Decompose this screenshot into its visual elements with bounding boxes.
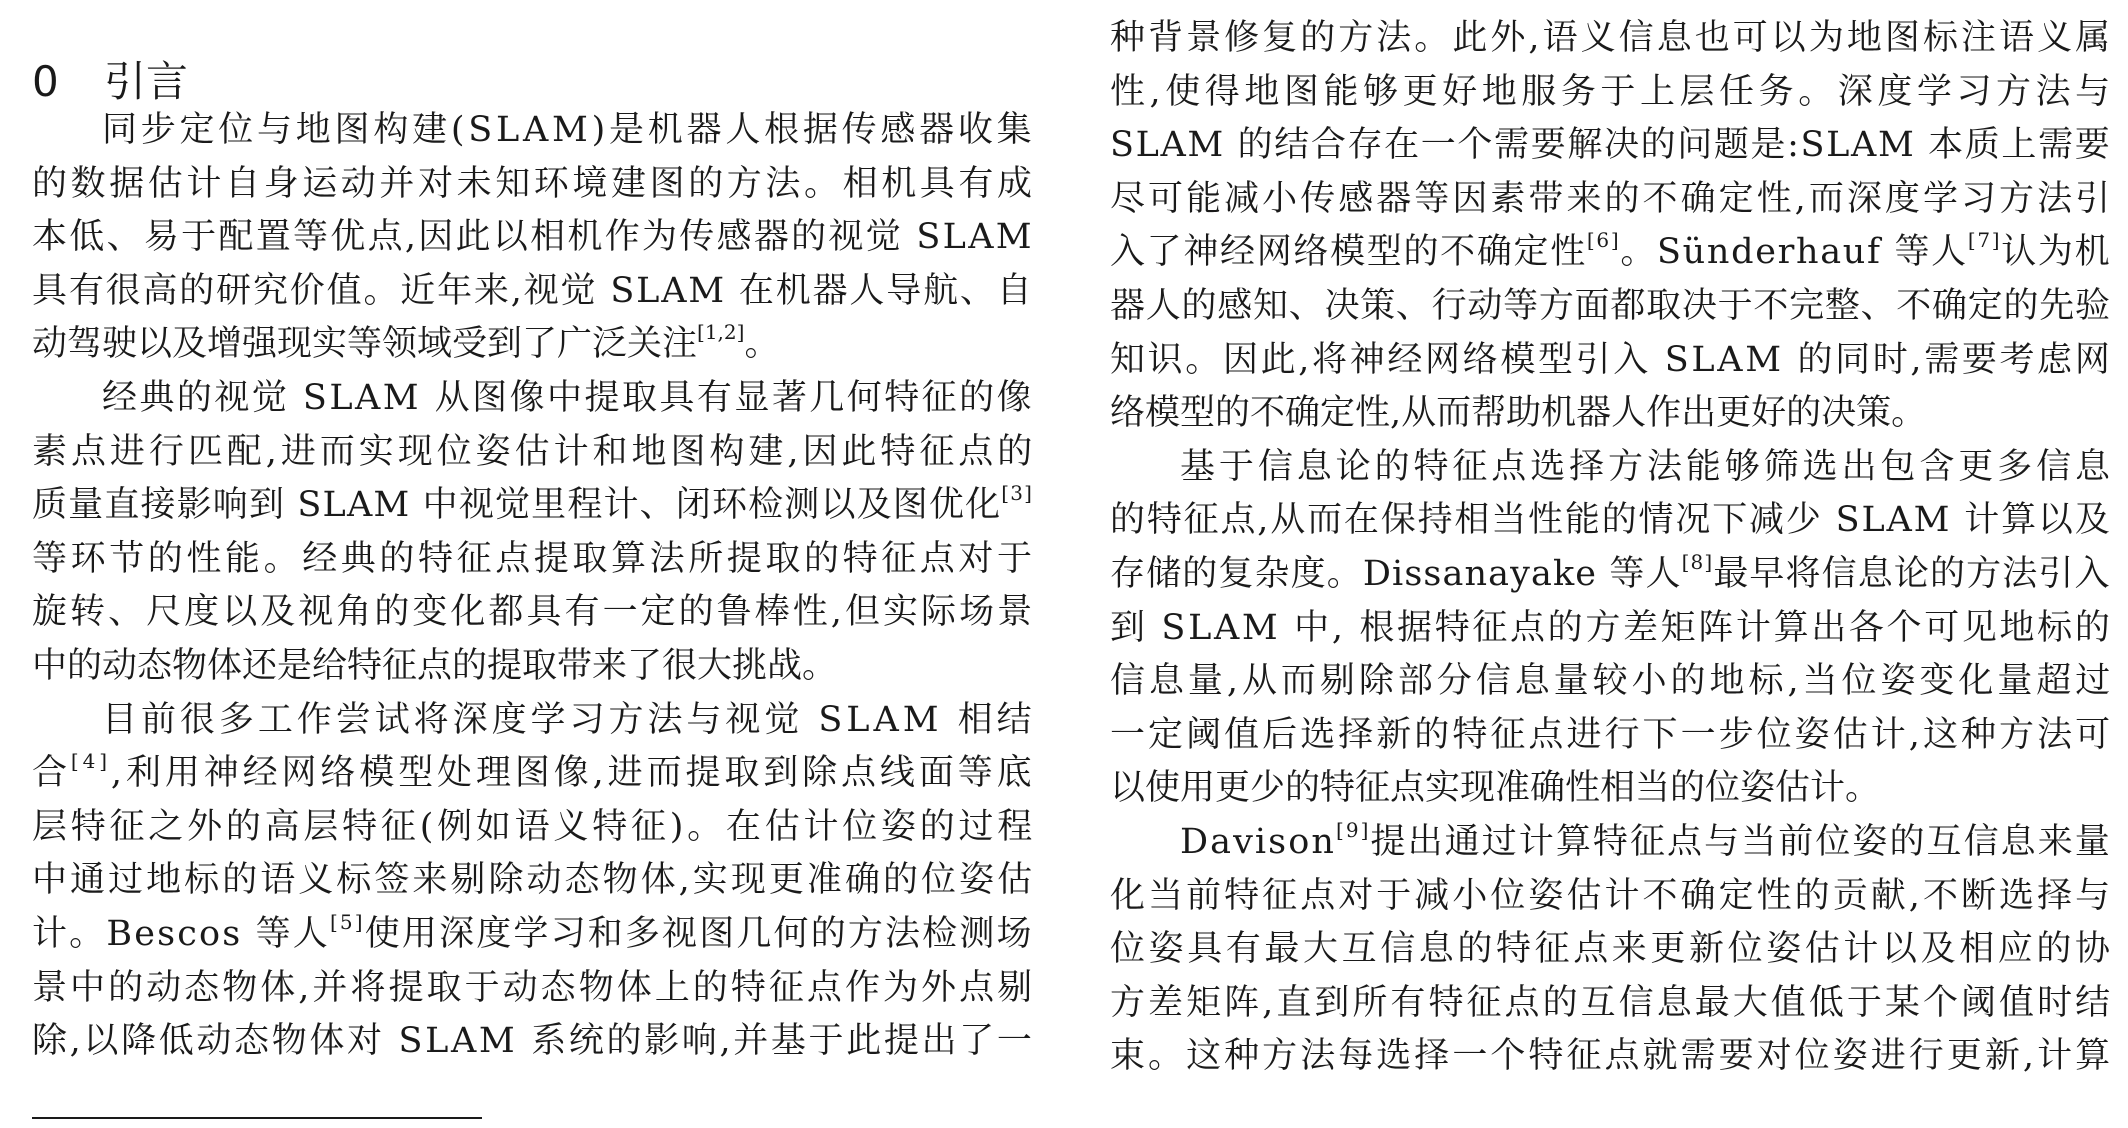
text-line (32, 478, 1033, 532)
line-text-tail: 。Sünderhauf 等人 (1620, 232, 1968, 273)
section-number: 0 (32, 57, 59, 106)
text-line (1110, 11, 2113, 65)
line-text: 入了神经网络模型的不确定性 (1110, 232, 1587, 273)
citation-ref: [6] (1586, 228, 1621, 253)
text-line (32, 264, 1034, 318)
text-line (32, 639, 837, 693)
text-line (32, 907, 1034, 961)
line-text: 计。Bescos 等人 (32, 914, 330, 954)
text-line (102, 371, 1034, 425)
text-line (102, 693, 1036, 747)
text-line (32, 1014, 1035, 1068)
text-line (32, 532, 1036, 586)
line-text: 中通过地标的语义标签来剔除动态物体,实现更准确的位姿估 (32, 860, 1036, 901)
line-text: 的数据估计自身运动并对未知环境建图的方法。相机具有成 (32, 163, 1036, 204)
text-line (32, 317, 779, 371)
line-text: 目前很多工作尝试将深度学习方法与视觉 SLAM 相结 (102, 699, 1036, 740)
citation-ref: [1,2] (697, 320, 745, 345)
text-line (1110, 333, 2113, 387)
line-text: SLAM 的结合存在一个需要解决的问题是:SLAM 本质上需要 (1110, 125, 2112, 166)
line-text: 一定阈值后选择新的特征点进行下一步位姿估计,这种方法可 (1110, 714, 2114, 755)
line-text: 种背景修复的方法。此外,语义信息也可以为地图标注语义属 (1110, 18, 2114, 58)
text-line (1110, 386, 1926, 440)
citation-ref: [4] (70, 749, 111, 774)
citation-ref: [9] (1335, 818, 1371, 842)
line-text: 尽可能减小传感器等因素带来的不确定性,而深度学习方法引 (1110, 178, 2114, 219)
line-text: 素点进行匹配,进而实现位姿估计和地图构建,因此特征点的 (32, 431, 1037, 472)
text-line (1110, 225, 2111, 279)
text-line (102, 103, 1035, 157)
text-line (32, 585, 1035, 639)
line-text: 合 (32, 753, 71, 794)
text-line (1180, 815, 2112, 869)
line-text: 信息量,从而剔除部分信息量较小的地标,当位姿变化量超过 (1110, 661, 2115, 702)
text-line (1110, 279, 2111, 333)
text-line (1110, 654, 2114, 708)
text-line (32, 800, 1036, 854)
line-text: 以使用更少的特征点实现准确性相当的位姿估计。 (1110, 768, 1881, 809)
line-text: 中的动态物体还是给特征点的提取带来了很大挑战。 (32, 646, 838, 686)
line-text: 基于信息论的特征点选择方法能够筛选出包含更多信息 (1180, 446, 2114, 487)
line-text: 位姿具有最大互信息的特征点来更新位姿估计以及相应的协 (1110, 929, 2114, 970)
text-line (1110, 869, 2113, 923)
line-text: 质量直接影响到 SLAM 中视觉里程计、闭环检测以及图优化 (32, 485, 1002, 526)
text-line (1110, 493, 2112, 547)
text-line (1110, 761, 1880, 815)
line-text: 的特征点,从而在保持相当性能的情况下减少 SLAM 计算以及 (1110, 500, 2112, 541)
line-text: 具有很高的研究价值。近年来,视觉 SLAM 在机器人导航、自 (32, 270, 1034, 311)
text-line (32, 746, 1036, 800)
line-text: 经典的视觉 SLAM 从图像中提取具有显著几何特征的像 (102, 378, 1035, 418)
footnote-rule (32, 1117, 482, 1119)
line-text: 性,使得地图能够更好地服务于上层任务。深度学习方法与 (1110, 71, 2115, 112)
line-text: 存储的复杂度。Dissanayake 等人 (1110, 554, 1682, 594)
citation-ref: [8] (1681, 550, 1714, 574)
line-text: 器人的感知、决策、行动等方面都取决于不完整、不确定的先验 (1110, 286, 2111, 326)
text-line (1110, 118, 2111, 172)
text-line (32, 157, 1036, 211)
citation-ref: [7] (1967, 228, 2002, 253)
text-line (1110, 172, 2113, 226)
citation-ref: [3] (1001, 481, 1034, 506)
text-line (32, 425, 1036, 479)
line-text: 化当前特征点对于减小位姿估计不确定性的贡献,不断选择与 (1110, 875, 2114, 916)
text-line (1110, 708, 2113, 762)
line-text: 等环节的性能。经典的特征点提取算法所提取的特征点对于 (32, 538, 1036, 579)
line-text: 本低、易于配置等优点,因此以相机作为传感器的视觉 SLAM (32, 217, 1034, 258)
section-title: 引言 (104, 57, 189, 106)
text-line (32, 961, 1035, 1015)
text-line (1110, 65, 2115, 119)
line-text: 旋转、尺度以及视角的变化都具有一定的鲁棒性,但实际场景 (32, 592, 1036, 633)
line-text-tail: 使用深度学习和多视图几何的方法检测场 (364, 914, 1034, 954)
text-line (32, 210, 1034, 264)
line-text: 层特征之外的高层特征(例如语义特征)。在估计位姿的过程 (32, 806, 1037, 847)
citation-ref: [5] (329, 910, 365, 934)
line-text: 络模型的不确定性,从而帮助机器人作出更好的决策。 (1110, 393, 1927, 434)
line-text: 动驾驶以及增强现实等领域受到了广泛关注 (32, 324, 698, 365)
text-line (1110, 601, 2113, 655)
line-text-tail: 提出通过计算特征点与当前位姿的互信息来量 (1370, 822, 2112, 862)
text-line (1110, 547, 2111, 601)
line-text-tail: 认为机 (2001, 232, 2112, 273)
line-text: 同步定位与地图构建(SLAM)是机器人根据传感器收集 (102, 110, 1036, 150)
line-text-tail: 最早将信息论的方法引入 (1713, 554, 2111, 594)
text-line (1110, 976, 2113, 1030)
line-text: Davison (1180, 822, 1336, 862)
text-line (1180, 440, 2114, 494)
line-text: 除,以降低动态物体对 SLAM 系统的影响,并基于此提出了一 (32, 1021, 1035, 1062)
line-text: 方差矩阵,直到所有特征点的互信息最大值低于某个阈值时结 (1110, 982, 2114, 1023)
text-line (1110, 1029, 2113, 1083)
line-text-tail: 。 (744, 324, 780, 365)
text-line (1110, 922, 2114, 976)
line-text: 知识。因此,将神经网络模型引入 SLAM 的同时,需要考虑网 (1110, 339, 2113, 380)
line-text-tail: ,利用神经网络模型处理图像,进而提取到除点线面等底 (110, 753, 1036, 794)
line-text: 束。这种方法每选择一个特征点就需要对位姿进行更新,计算 (1110, 1036, 2114, 1077)
text-line (32, 853, 1035, 907)
line-text: 到 SLAM 中, 根据特征点的方差矩阵计算出各个可见地标的 (1110, 607, 2113, 648)
line-text: 景中的动态物体,并将提取于动态物体上的特征点作为外点剔 (32, 967, 1036, 1008)
